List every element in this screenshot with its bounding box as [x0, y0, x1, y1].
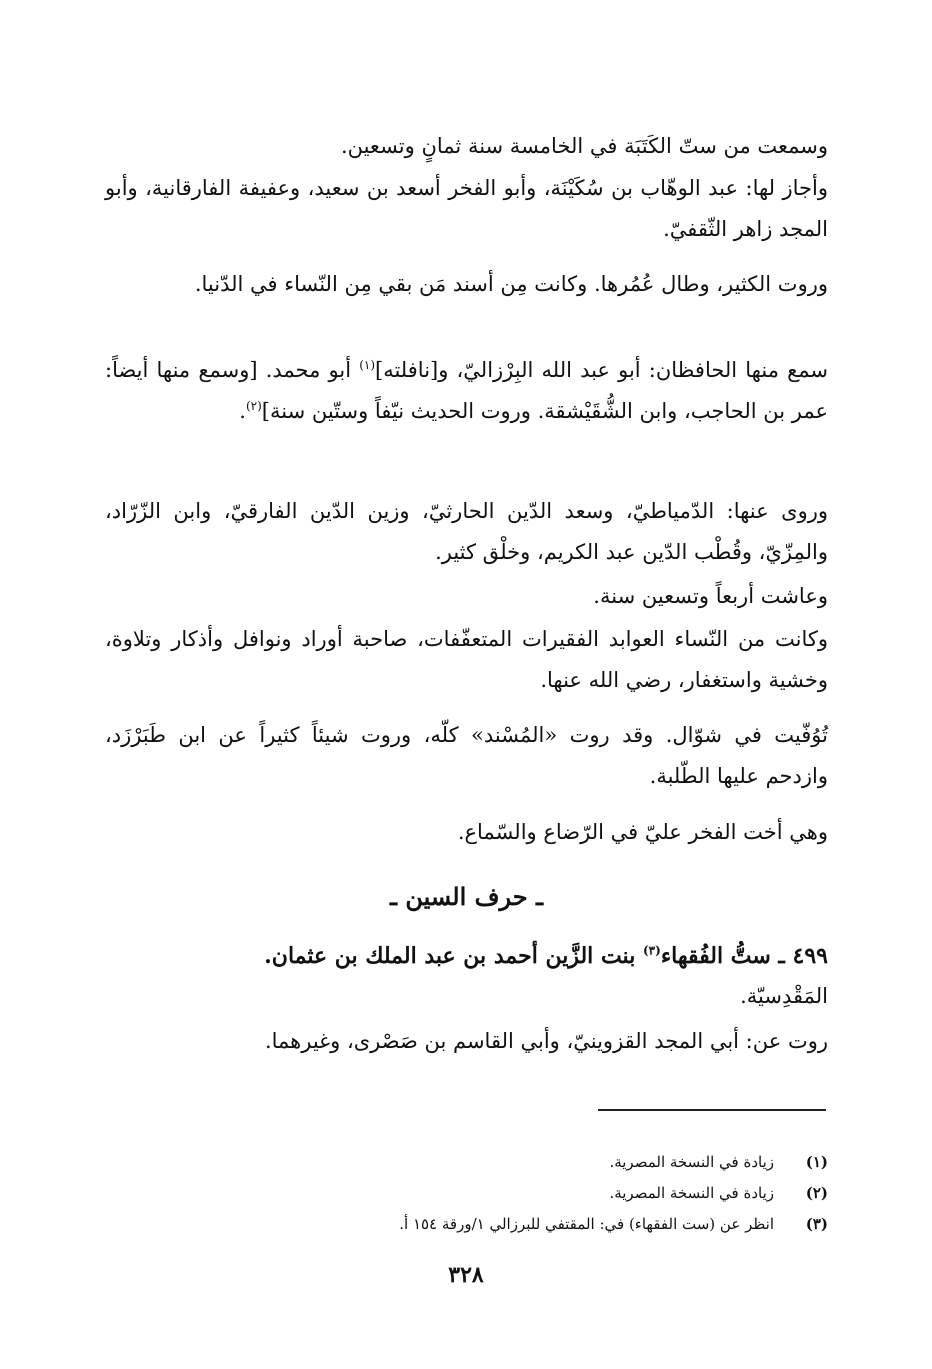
footnote-ref-3[interactable]: (٣) [642, 943, 661, 958]
entry-number-name: ٤٩٩ ـ ستُّ الفُقهاء [660, 943, 828, 969]
paragraph-sama: وسمعت من ستّ الكَتَبَة في الخامسة سنة ثمانٍ وتسعين. [340, 134, 828, 158]
listeners-text-b: أبو محمد. [وسمع منها أيضاً: عمر بن الحاجب، وابن الشُّقَيْشقة. وروت الحديث نيّفاً وستّين سنة] [105, 358, 828, 423]
section-heading: ـ حرف السين ـ [390, 882, 543, 911]
footnote-ref-2[interactable]: (٢) [245, 399, 262, 413]
entry-lineage: بنت الزَّين أحمد بن عبد الملك بن عثمان. [264, 943, 643, 969]
paragraph-death: تُوُفّيت في شوّال. وقد روت «المُسْند» كلّه، وروت شيئاً كثيراً عن ابن طَبَرْزَد، وازدحم عليها الطّلبة. [105, 723, 828, 788]
footnote-number: (٣) [805, 1215, 828, 1233]
page-number: ٣٢٨ [448, 1262, 484, 1288]
paragraph-age: وعاشت أربعاً وتسعين سنة. [593, 584, 828, 608]
listeners-text-end: . [239, 399, 246, 423]
paragraph-virtues: وكانت من النّساء العوابد الفقيرات المتعفّفات، صاحبة أوراد ونوافل وأذكار وتلاوة، وخشية واستغفار، رضي الله عنها. [105, 627, 828, 692]
footnote-1 [105, 1148, 828, 1176]
paragraph-ijaza: وأجاز لها: عبد الوهّاب بن سُكَيْنَة، وأبو الفخر أسعد بن سعيد، وعفيفة الفارقانية، وأبو المجد زاهر الثّقفيّ. [105, 176, 828, 241]
entry-title [105, 936, 828, 976]
footnote-number: (٢) [805, 1184, 828, 1202]
entry-body: روت عن: أبي المجد القزوينيّ، وأبي القاسم بن صَصْرى، وغيرهما. [264, 1029, 828, 1053]
footnote-2 [105, 1179, 828, 1207]
footnote-3 [105, 1210, 828, 1238]
footnote-separator [598, 1109, 826, 1111]
listeners-text-a: سمع منها الحافظان: أبو عبد الله البِرْزاليّ، و[نافلته] [375, 358, 828, 382]
paragraph-riwaya: وروت الكثير، وطال عُمُرها. وكانت مِن أسند مَن بقي مِن النّساء في الدّنيا. [194, 272, 828, 296]
entry-nisba: المَقْدِسيّة. [740, 984, 828, 1008]
footnote-number: (١) [805, 1153, 828, 1171]
footnote-text: انظر عن (ست الفقهاء) في: المقتفي للبرزالي ١/ورقة ١٥٤ أ. [399, 1215, 774, 1233]
footnote-text: زيادة في النسخة المصرية. [609, 1184, 774, 1202]
paragraph-sister: وهي أخت الفخر عليّ في الرّضاع والسّماع. [457, 820, 828, 844]
footnote-text: زيادة في النسخة المصرية. [609, 1153, 774, 1171]
paragraph-listeners [105, 350, 828, 432]
paragraph-narrators: وروى عنها: الدّمياطيّ، وسعد الدّين الحارثيّ، وزين الدّين الفارقيّ، وابن الزّرّاد، والمِزّيّ، وقُطْب الدّين عبد الكريم، وخلْق كثير. [105, 499, 828, 564]
footnote-ref-1[interactable]: (١) [359, 358, 376, 372]
